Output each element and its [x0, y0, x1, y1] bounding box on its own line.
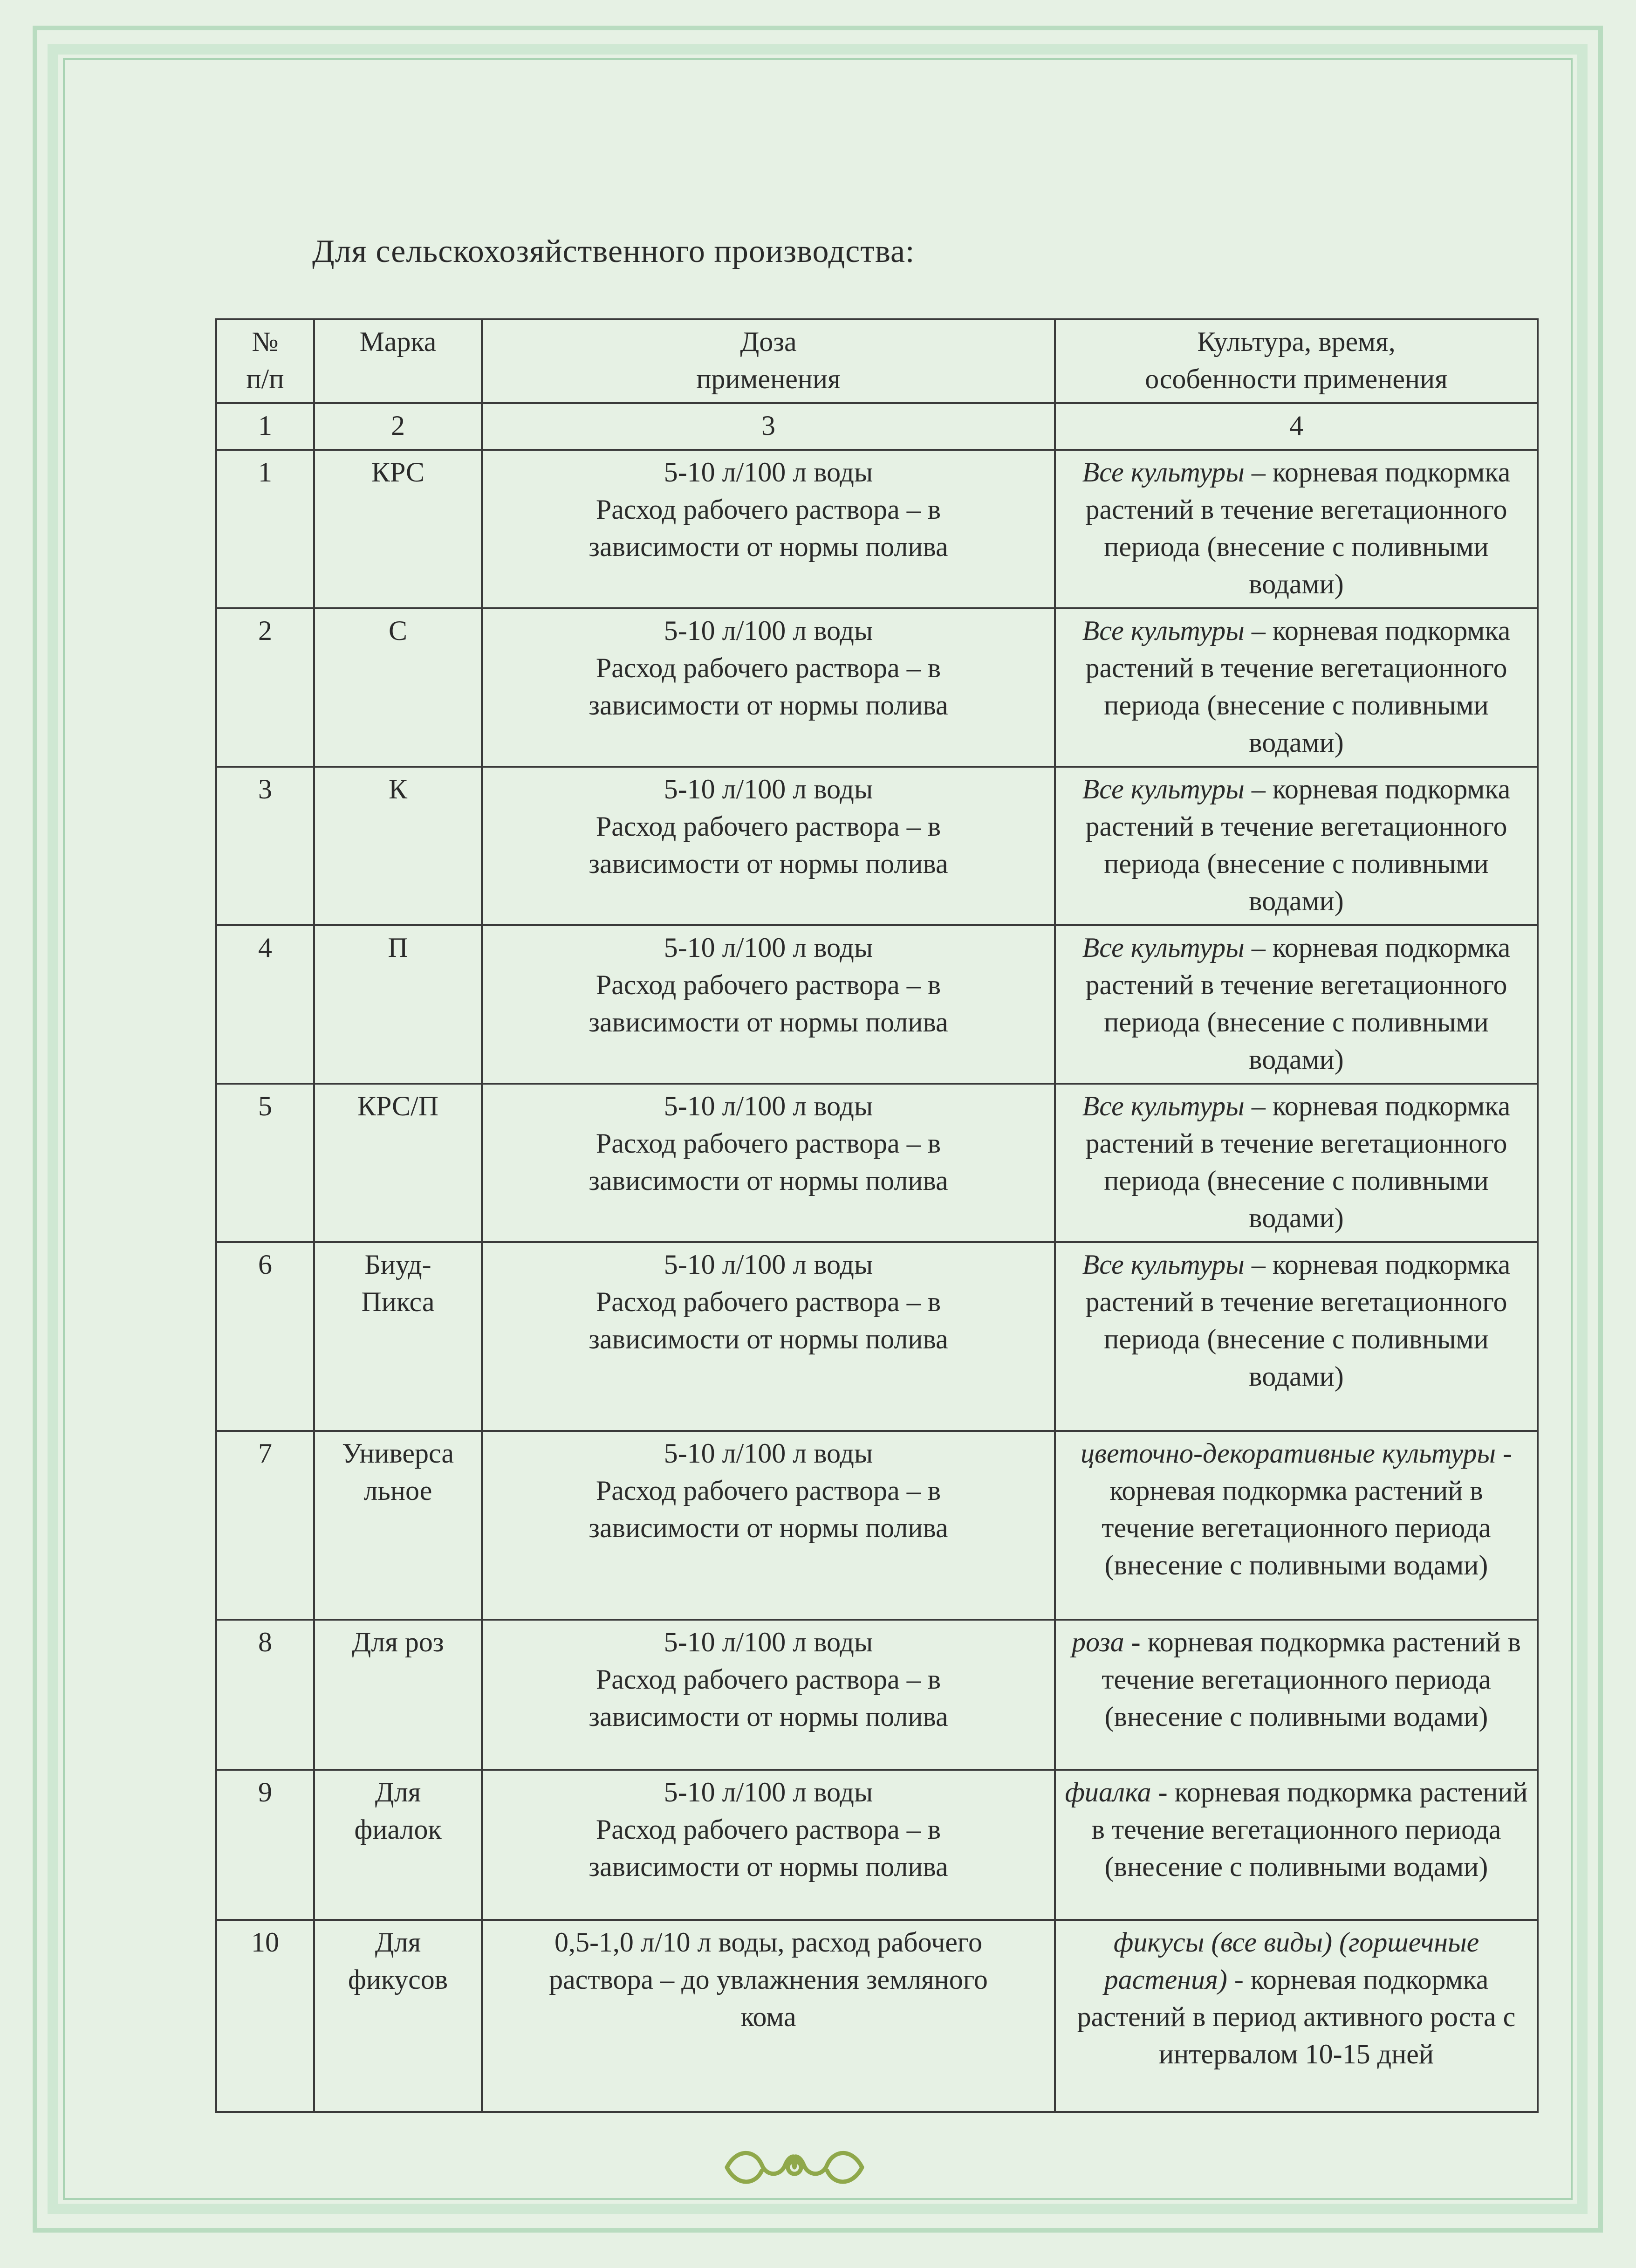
header-dose-line: Доза: [740, 326, 797, 357]
culture-description: - корневая подкормка растений в течение вегетационного периода (внесение с поливными водами): [1102, 1627, 1521, 1732]
culture-name: фикусы (все виды) (горшечные растения): [1104, 1927, 1479, 1995]
header-brand-line: Марка: [359, 326, 437, 357]
dose-line: зависимости от нормы полива: [589, 1512, 948, 1543]
row-brand: [314, 767, 482, 925]
floral-ornament-icon: [718, 2142, 871, 2193]
culture-name: Все культуры: [1082, 615, 1245, 646]
table-row: [216, 1920, 1538, 2112]
brand-line: Биуд-: [364, 1249, 431, 1280]
culture-name: фиалка: [1065, 1777, 1151, 1808]
dose-line: зависимости от нормы полива: [589, 531, 948, 562]
dose-line: 5-10 л/100 л воды: [664, 615, 873, 646]
column-number: 2: [314, 403, 482, 450]
row-number: 6: [216, 1242, 314, 1431]
row-culture: [1055, 1920, 1538, 2112]
header-num-line: №: [252, 326, 279, 357]
brand-line: КРС: [371, 457, 425, 488]
dose-line: 5-10 л/100 л воды: [664, 1777, 873, 1808]
dose-line: 5-10 л/100 л воды: [664, 457, 873, 488]
row-number: 1: [216, 450, 314, 608]
dose-line: кома: [740, 2001, 796, 2032]
row-dose: [482, 1620, 1055, 1770]
brand-line: Для: [375, 1777, 421, 1808]
culture-description: - корневая подкормка растений в течение вегетационного периода (внесение с поливными водами): [1091, 1777, 1528, 1882]
table-header-row: [216, 319, 1538, 403]
culture-name: Все культуры: [1082, 774, 1245, 804]
dose-line: 5-10 л/100 л воды: [664, 1249, 873, 1280]
row-number: 2: [216, 608, 314, 767]
row-culture: [1055, 1620, 1538, 1770]
dose-line: Расход рабочего раствора – в: [596, 1475, 941, 1506]
brand-line: Для: [375, 1927, 421, 1958]
culture-name: Все культуры: [1082, 932, 1245, 963]
dose-line: Расход рабочего раствора – в: [596, 1814, 941, 1845]
header-culture-line: Культура, время,: [1197, 326, 1396, 357]
culture-name: роза: [1072, 1627, 1124, 1657]
dose-line: Расход рабочего раствора – в: [596, 1286, 941, 1317]
row-dose: [482, 1770, 1055, 1920]
row-culture: [1055, 1242, 1538, 1431]
dose-line: зависимости от нормы полива: [589, 690, 948, 721]
row-dose: [482, 608, 1055, 767]
row-dose: [482, 1920, 1055, 2112]
header-dose: [482, 319, 1055, 403]
brand-line: Для роз: [352, 1627, 444, 1657]
column-number: 1: [216, 403, 314, 450]
culture-description: – корневая подкормка растений в течение вегетационного периода (внесение с поливными водами): [1085, 1249, 1511, 1392]
row-brand: [314, 1770, 482, 1920]
dose-line: раствора – до увлажнения земляного: [549, 1964, 988, 1995]
dose-line: 5-10 л/100 л воды: [664, 1627, 873, 1657]
table-row: [216, 608, 1538, 767]
row-number: 8: [216, 1620, 314, 1770]
table-row: [216, 1770, 1538, 1920]
culture-description: – корневая подкормка растений в течение вегетационного периода (внесение с поливными водами): [1085, 1091, 1511, 1233]
row-number: 9: [216, 1770, 314, 1920]
dose-line: зависимости от нормы полива: [589, 1324, 948, 1354]
culture-description: – корневая подкормка растений в течение вегетационного периода (внесение с поливными водами): [1085, 457, 1511, 599]
row-number: 4: [216, 925, 314, 1084]
brand-line: Универса: [342, 1438, 454, 1469]
table-row: [216, 925, 1538, 1084]
table-row: [216, 1431, 1538, 1620]
culture-description: - корневая подкормка растений в течение вегетационного периода (внесение с поливными водами): [1102, 1438, 1512, 1581]
dose-line: Расход рабочего раствора – в: [596, 1664, 941, 1695]
dose-line: 5-10 л/100 л воды: [664, 1091, 873, 1121]
dose-line: Расход рабочего раствора – в: [596, 494, 941, 525]
culture-name: цветочно-декоративные культуры: [1081, 1438, 1496, 1469]
column-number: 3: [482, 403, 1055, 450]
dose-line: Расход рабочего раствора – в: [596, 1128, 941, 1159]
table-row: [216, 767, 1538, 925]
row-brand: [314, 1084, 482, 1242]
header-dose-line: применения: [696, 364, 841, 394]
row-dose: [482, 1431, 1055, 1620]
row-brand: [314, 1620, 482, 1770]
table-row: [216, 1242, 1538, 1431]
row-dose: [482, 925, 1055, 1084]
row-culture: [1055, 925, 1538, 1084]
dose-line: 5-10 л/100 л воды: [664, 1438, 873, 1469]
row-brand: [314, 1242, 482, 1431]
table-row: [216, 450, 1538, 608]
row-dose: [482, 450, 1055, 608]
brand-line: С: [388, 615, 408, 646]
dose-line: зависимости от нормы полива: [589, 1701, 948, 1732]
row-number: 3: [216, 767, 314, 925]
dose-line: зависимости от нормы полива: [589, 1007, 948, 1038]
culture-description: – корневая подкормка растений в течение вегетационного периода (внесение с поливными водами): [1085, 774, 1511, 916]
brand-line: КРС/П: [357, 1091, 439, 1121]
culture-name: Все культуры: [1082, 457, 1245, 488]
row-brand: [314, 1920, 482, 2112]
row-brand: [314, 925, 482, 1084]
brand-line: Пикса: [361, 1286, 435, 1317]
table-row: [216, 1084, 1538, 1242]
header-num: [216, 319, 314, 403]
dose-line: Расход рабочего раствора – в: [596, 653, 941, 683]
brand-line: льное: [363, 1475, 432, 1506]
row-culture: [1055, 1431, 1538, 1620]
application-table: [215, 318, 1539, 2113]
row-culture: [1055, 608, 1538, 767]
row-culture: [1055, 767, 1538, 925]
dose-line: Расход рабочего раствора – в: [596, 811, 941, 842]
brand-line: К: [388, 774, 408, 804]
header-culture-line: особенности применения: [1145, 364, 1448, 394]
brand-line: фиалок: [354, 1814, 442, 1845]
row-number: 10: [216, 1920, 314, 2112]
row-dose: [482, 1242, 1055, 1431]
row-culture: [1055, 1770, 1538, 1920]
culture-name: Все культуры: [1082, 1249, 1245, 1280]
dose-line: зависимости от нормы полива: [589, 1851, 948, 1882]
row-number: 5: [216, 1084, 314, 1242]
row-brand: [314, 450, 482, 608]
header-brand: [314, 319, 482, 403]
dose-line: 5-10 л/100 л воды: [664, 774, 873, 804]
dose-line: зависимости от нормы полива: [589, 848, 948, 879]
dose-line: 5-10 л/100 л воды: [664, 932, 873, 963]
row-number: 7: [216, 1431, 314, 1620]
header-culture: [1055, 319, 1538, 403]
brand-line: П: [388, 932, 408, 963]
page-heading: Для сельскохозяйственного производства:: [312, 234, 915, 269]
table-row: [216, 1620, 1538, 1770]
row-culture: [1055, 450, 1538, 608]
culture-description: – корневая подкормка растений в течение вегетационного периода (внесение с поливными водами): [1085, 932, 1511, 1075]
dose-line: Расход рабочего раствора – в: [596, 969, 941, 1000]
dose-line: 0,5-1,0 л/10 л воды, расход рабочего: [554, 1927, 983, 1958]
row-culture: [1055, 1084, 1538, 1242]
culture-description: – корневая подкормка растений в течение вегетационного периода (внесение с поливными водами): [1085, 615, 1511, 758]
header-num-line: п/п: [246, 364, 284, 394]
column-number: 4: [1055, 403, 1538, 450]
row-dose: [482, 1084, 1055, 1242]
dose-line: зависимости от нормы полива: [589, 1165, 948, 1196]
column-number-row: [216, 403, 1538, 450]
row-dose: [482, 767, 1055, 925]
culture-description: - корневая подкормка растений в период активного роста с интервалом 10-15 дней: [1077, 1964, 1516, 2069]
row-brand: [314, 608, 482, 767]
brand-line: фикусов: [348, 1964, 448, 1995]
row-brand: [314, 1431, 482, 1620]
culture-name: Все культуры: [1082, 1091, 1245, 1121]
